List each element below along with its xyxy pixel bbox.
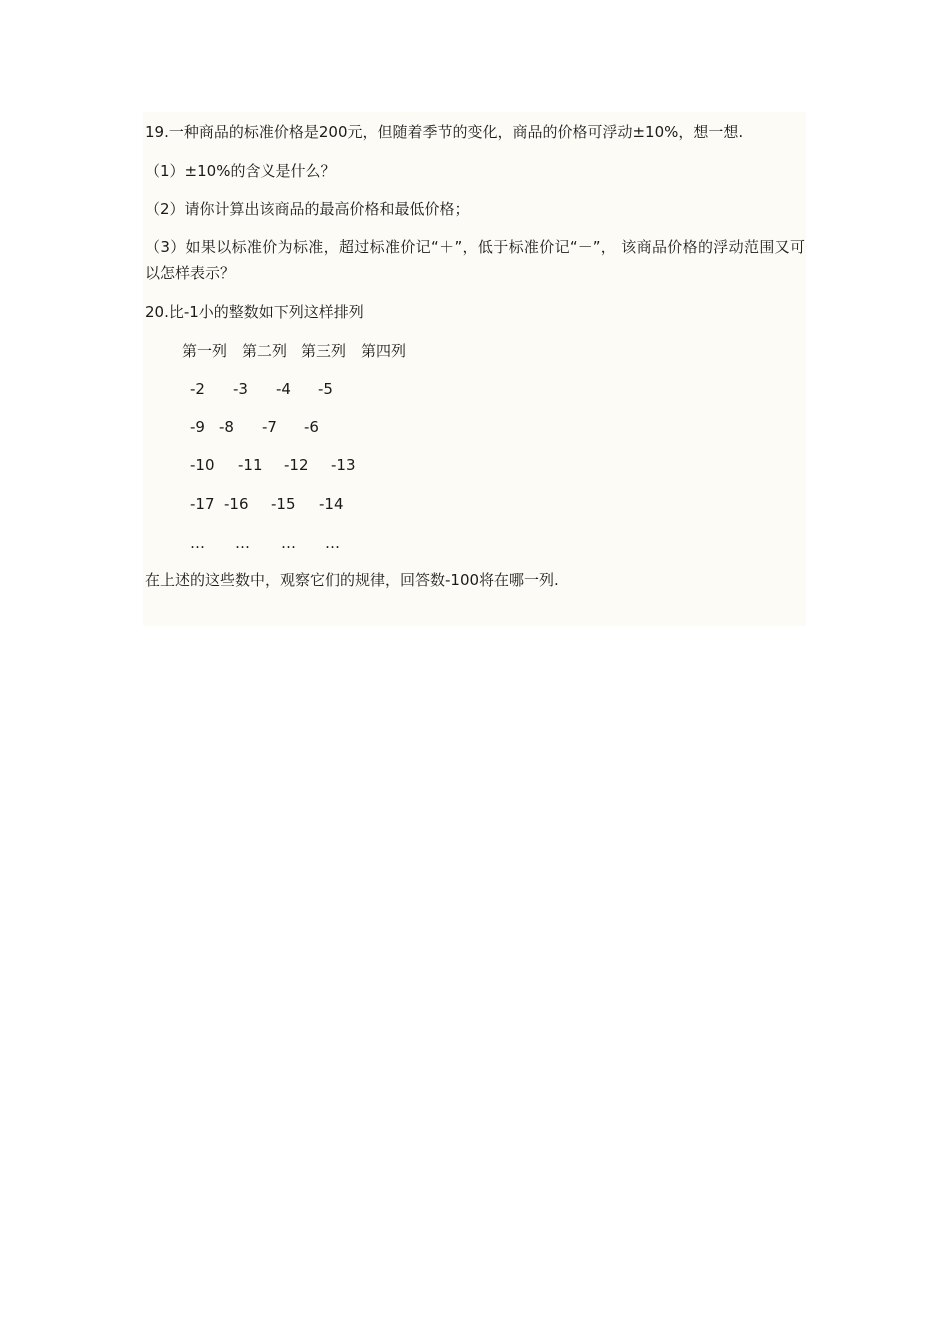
table-cell: -6	[304, 418, 319, 436]
q19-stem: 19.一种商品的标准价格是200元，但随着季节的变化，商品的价格可浮动±10%，想一想.	[145, 123, 744, 141]
table-cell: -7	[262, 418, 277, 436]
column-header-2: 第二列	[242, 342, 288, 360]
table-cell: -13	[331, 456, 356, 474]
table-cell: -4	[276, 380, 291, 398]
q19-part3: （3）如果以标准价为标准，超过标准价记“＋”，低于标准价记“－”， 该商品价格的浮动范围又可以怎样表示？	[145, 238, 805, 282]
q20-question: 在上述的这些数中，观察它们的规律，回答数-100将在哪一列.	[145, 571, 559, 589]
table-cell: -16	[224, 495, 249, 513]
table-cell: -14	[319, 495, 344, 513]
table-cell: -15	[271, 495, 296, 513]
column-header-3: 第三列	[301, 342, 347, 360]
table-cell: -12	[284, 456, 309, 474]
table-cell: -5	[318, 380, 333, 398]
table-cell: -10	[190, 456, 215, 474]
table-cell: …	[325, 534, 340, 552]
column-header-1: 第一列	[182, 342, 228, 360]
q20-stem: 20.比-1小的整数如下列这样排列	[145, 303, 364, 321]
q19-part2: （2）请你计算出该商品的最高价格和最低价格；	[145, 200, 470, 218]
table-cell: -17	[190, 495, 215, 513]
table-cell: …	[190, 534, 205, 552]
table-cell: -8	[219, 418, 234, 436]
table-cell: -3	[233, 380, 248, 398]
q19-part1: （1）±10%的含义是什么？	[145, 162, 336, 180]
table-cell: -2	[190, 380, 205, 398]
table-cell: -9	[190, 418, 205, 436]
column-header-4: 第四列	[361, 342, 407, 360]
table-cell: …	[235, 534, 250, 552]
table-cell: -11	[238, 456, 263, 474]
table-cell: …	[281, 534, 296, 552]
